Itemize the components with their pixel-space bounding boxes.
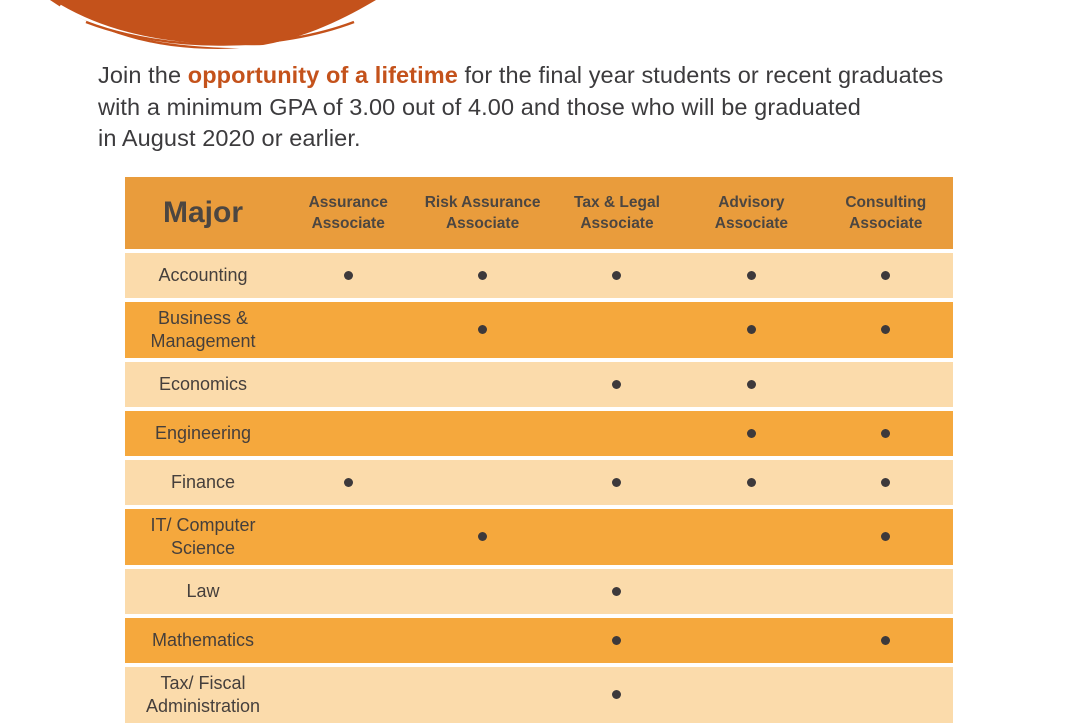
eligibility-dot — [747, 325, 756, 334]
eligibility-cell — [550, 411, 684, 456]
eligibility-cell — [819, 460, 953, 505]
eligibility-dot — [612, 478, 621, 487]
majors-eligibility-table — [125, 173, 953, 727]
major-label: IT/ Computer Science — [125, 509, 281, 565]
eligibility-cell — [550, 460, 684, 505]
major-label: Finance — [125, 460, 281, 505]
eligibility-cell — [281, 460, 415, 505]
eligibility-cell — [684, 362, 818, 407]
major-row — [125, 667, 953, 723]
eligibility-cell — [819, 667, 953, 723]
eligibility-cell — [281, 618, 415, 663]
intro-line1-post: for the final year students or recent graduates — [457, 62, 944, 88]
eligibility-cell — [550, 362, 684, 407]
eligibility-cell — [550, 569, 684, 614]
eligibility-dot — [612, 587, 621, 596]
eligibility-cell — [281, 509, 415, 565]
eligibility-cell — [281, 302, 415, 358]
major-row — [125, 253, 953, 298]
eligibility-dot — [747, 380, 756, 389]
eligibility-dot — [478, 271, 487, 280]
eligibility-dot — [478, 325, 487, 334]
major-row — [125, 302, 953, 358]
major-label: Accounting — [125, 253, 281, 298]
eligibility-cell — [819, 411, 953, 456]
intro-line1-pre: Join the — [98, 62, 188, 88]
eligibility-cell — [415, 618, 549, 663]
eligibility-cell — [684, 509, 818, 565]
eligibility-cell — [684, 667, 818, 723]
eligibility-cell — [684, 569, 818, 614]
eligibility-cell — [281, 569, 415, 614]
major-label: Business & Management — [125, 302, 281, 358]
major-label: Mathematics — [125, 618, 281, 663]
eligibility-cell — [415, 569, 549, 614]
intro-line3: in August 2020 or earlier. — [98, 125, 361, 151]
eligibility-dot — [344, 478, 353, 487]
intro-accent-text: opportunity of a lifetime — [187, 62, 458, 88]
eligibility-dot — [612, 271, 621, 280]
eligibility-cell — [550, 618, 684, 663]
eligibility-cell — [415, 667, 549, 723]
major-label: Economics — [125, 362, 281, 407]
eligibility-cell — [415, 302, 549, 358]
major-label: Tax/ Fiscal Administration — [125, 667, 281, 723]
eligibility-dot — [747, 271, 756, 280]
column-header-2: Risk Assurance Associate — [415, 177, 549, 249]
column-header-3: Tax & Legal Associate — [550, 177, 684, 249]
major-label: Engineering — [125, 411, 281, 456]
eligibility-cell — [684, 618, 818, 663]
eligibility-dot — [881, 636, 890, 645]
eligibility-cell — [415, 253, 549, 298]
column-header-5: Consulting Associate — [819, 177, 953, 249]
eligibility-cell — [684, 253, 818, 298]
eligibility-cell — [415, 509, 549, 565]
eligibility-cell — [415, 362, 549, 407]
eligibility-dot — [881, 271, 890, 280]
eligibility-cell — [281, 411, 415, 456]
major-row — [125, 460, 953, 505]
major-row — [125, 362, 953, 407]
major-row — [125, 509, 953, 565]
eligibility-cell — [415, 411, 549, 456]
major-row — [125, 411, 953, 456]
eligibility-cell — [819, 618, 953, 663]
eligibility-dot — [881, 325, 890, 334]
eligibility-cell — [819, 509, 953, 565]
eligibility-dot — [881, 429, 890, 438]
intro-paragraph — [98, 60, 943, 155]
eligibility-cell — [415, 460, 549, 505]
eligibility-dot — [881, 478, 890, 487]
eligibility-cell — [819, 302, 953, 358]
eligibility-dot — [747, 478, 756, 487]
eligibility-cell — [550, 253, 684, 298]
decorative-swoosh-graphic — [0, 0, 400, 58]
eligibility-cell — [281, 362, 415, 407]
eligibility-dot — [344, 271, 353, 280]
table-header-row — [125, 177, 953, 249]
intro-line2: with a minimum GPA of 3.00 out of 4.00 and those who will be graduated — [98, 93, 861, 120]
eligibility-dot — [881, 532, 890, 541]
eligibility-dot — [478, 532, 487, 541]
eligibility-cell — [550, 302, 684, 358]
eligibility-cell — [550, 667, 684, 723]
eligibility-cell — [819, 569, 953, 614]
column-header-1: Assurance Associate — [281, 177, 415, 249]
eligibility-cell — [550, 509, 684, 565]
eligibility-dot — [747, 429, 756, 438]
major-row — [125, 569, 953, 614]
major-label: Law — [125, 569, 281, 614]
eligibility-cell — [819, 253, 953, 298]
major-row — [125, 618, 953, 663]
eligibility-dot — [612, 636, 621, 645]
eligibility-cell — [281, 667, 415, 723]
eligibility-cell — [819, 362, 953, 407]
eligibility-dot — [612, 690, 621, 699]
eligibility-cell — [684, 460, 818, 505]
column-header-4: Advisory Associate — [684, 177, 818, 249]
major-column-header: Major — [125, 177, 281, 249]
eligibility-cell — [281, 253, 415, 298]
eligibility-dot — [612, 380, 621, 389]
eligibility-cell — [684, 411, 818, 456]
eligibility-cell — [684, 302, 818, 358]
